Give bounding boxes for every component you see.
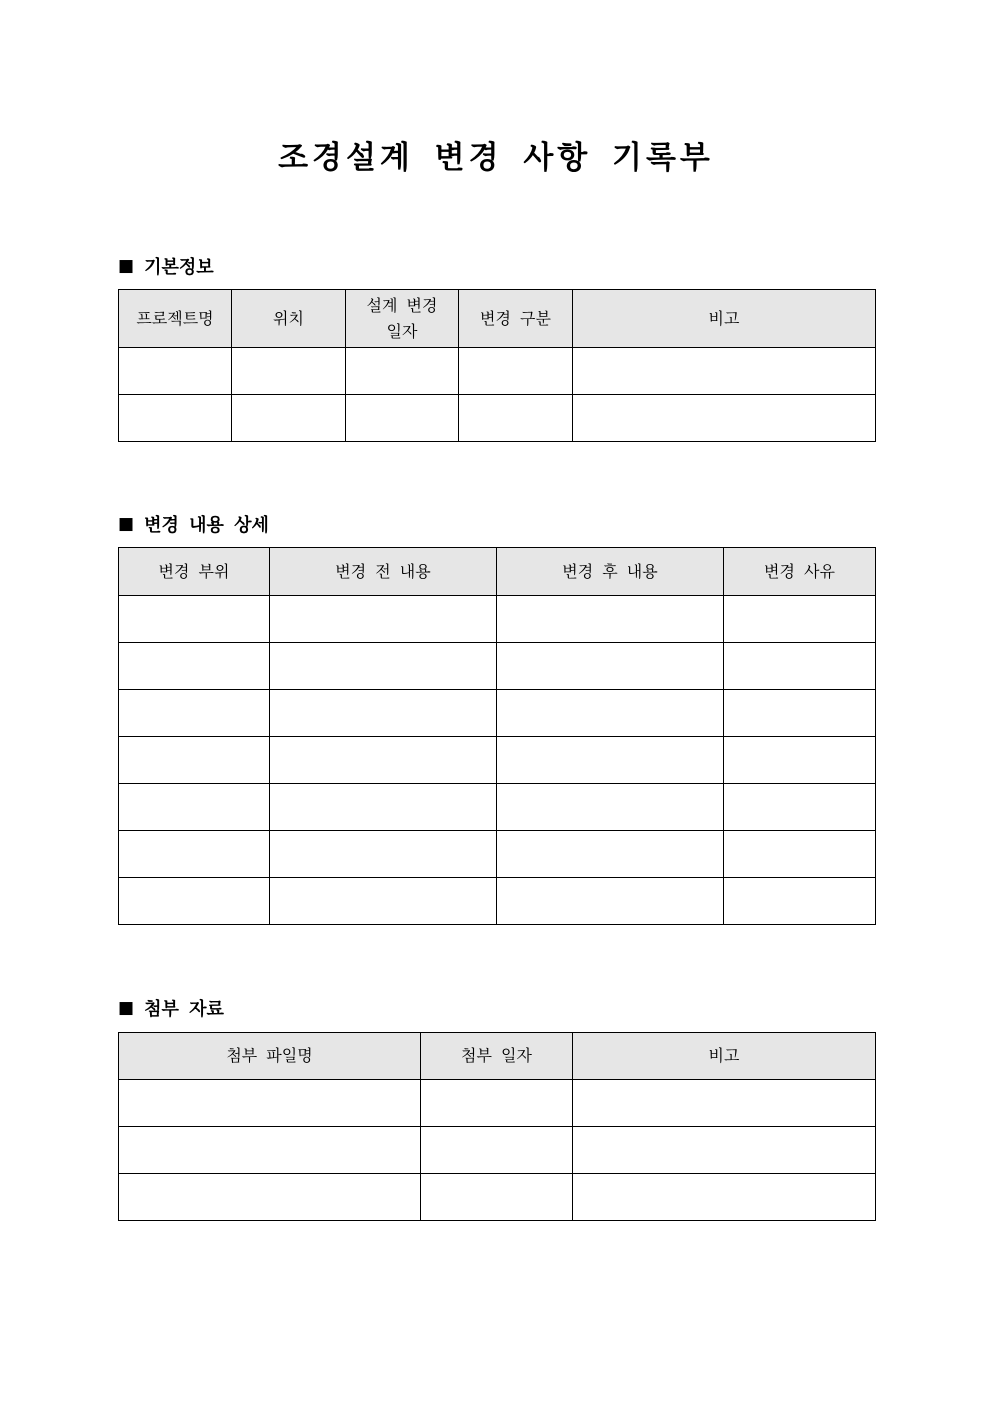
table-cell[interactable] <box>497 737 724 784</box>
square-bullet-icon: ■ <box>118 256 135 276</box>
table-cell[interactable] <box>270 784 497 831</box>
square-bullet-icon: ■ <box>118 514 135 534</box>
table-cell[interactable] <box>119 1127 421 1174</box>
table-cell[interactable] <box>724 831 876 878</box>
table-cell[interactable] <box>232 395 346 442</box>
table-cell[interactable] <box>119 1174 421 1221</box>
table-cell[interactable] <box>724 737 876 784</box>
table-row <box>119 348 876 395</box>
table-cell[interactable] <box>724 643 876 690</box>
header-change-type: 변경 구분 <box>459 290 573 348</box>
table-cell[interactable] <box>119 596 270 643</box>
table-header-row <box>119 548 876 596</box>
page-title: 조경설계 변경 사항 기록부 <box>278 140 714 176</box>
section-label: 첨부 자료 <box>144 999 224 1020</box>
table-cell[interactable] <box>573 395 876 442</box>
table-cell[interactable] <box>497 690 724 737</box>
header-attach-date: 첨부 일자 <box>421 1033 573 1080</box>
table-cell[interactable] <box>573 1080 876 1127</box>
table-cell[interactable] <box>724 784 876 831</box>
table-cell[interactable] <box>573 1127 876 1174</box>
header-location: 위치 <box>232 290 346 348</box>
header-change-date: 설계 변경 일자 <box>346 290 459 348</box>
table-row <box>119 1080 876 1127</box>
table-row <box>119 596 876 643</box>
table-cell[interactable] <box>119 737 270 784</box>
table-cell[interactable] <box>119 831 270 878</box>
table-cell[interactable] <box>497 831 724 878</box>
section-heading-basic <box>118 253 214 279</box>
table-row <box>119 737 876 784</box>
header-before-content: 변경 전 내용 <box>270 548 497 596</box>
header-change-part: 변경 부위 <box>119 548 270 596</box>
header-remarks: 비고 <box>573 290 876 348</box>
table-row <box>119 395 876 442</box>
table-cell[interactable] <box>497 596 724 643</box>
table-cell[interactable] <box>270 737 497 784</box>
table-cell[interactable] <box>497 784 724 831</box>
header-after-content: 변경 후 내용 <box>497 548 724 596</box>
table-cell[interactable] <box>119 348 232 395</box>
table-cell[interactable] <box>270 831 497 878</box>
table-cell[interactable] <box>497 878 724 925</box>
table-cell[interactable] <box>119 395 232 442</box>
table-row <box>119 1174 876 1221</box>
table-cell[interactable] <box>270 878 497 925</box>
table-cell[interactable] <box>421 1127 573 1174</box>
attachments-table <box>118 1032 876 1221</box>
table-cell[interactable] <box>497 643 724 690</box>
header-project-name: 프로젝트명 <box>119 290 232 348</box>
section-label: 변경 내용 상세 <box>144 515 269 536</box>
table-cell[interactable] <box>724 596 876 643</box>
header-file-name: 첨부 파일명 <box>119 1033 421 1080</box>
section-label: 기본정보 <box>144 257 214 278</box>
table-cell[interactable] <box>724 690 876 737</box>
table-cell[interactable] <box>270 690 497 737</box>
table-cell[interactable] <box>573 1174 876 1221</box>
table-cell[interactable] <box>724 878 876 925</box>
table-cell[interactable] <box>459 395 573 442</box>
table-row <box>119 784 876 831</box>
change-details-table <box>118 547 876 925</box>
section-heading-attachments <box>118 995 224 1021</box>
table-cell[interactable] <box>346 395 459 442</box>
table-row <box>119 1127 876 1174</box>
table-cell[interactable] <box>119 643 270 690</box>
table-header-row <box>119 290 876 348</box>
header-remarks: 비고 <box>573 1033 876 1080</box>
table-cell[interactable] <box>421 1174 573 1221</box>
header-change-reason: 변경 사유 <box>724 548 876 596</box>
table-cell[interactable] <box>119 690 270 737</box>
table-row <box>119 831 876 878</box>
table-cell[interactable] <box>119 878 270 925</box>
table-row <box>119 878 876 925</box>
table-cell[interactable] <box>270 596 497 643</box>
table-cell[interactable] <box>421 1080 573 1127</box>
table-cell[interactable] <box>270 643 497 690</box>
table-row <box>119 643 876 690</box>
basic-info-table <box>118 289 876 442</box>
table-cell[interactable] <box>232 348 346 395</box>
table-cell[interactable] <box>119 784 270 831</box>
table-cell[interactable] <box>459 348 573 395</box>
table-header-row <box>119 1033 876 1080</box>
section-heading-details <box>118 511 269 537</box>
table-cell[interactable] <box>119 1080 421 1127</box>
square-bullet-icon: ■ <box>118 998 135 1018</box>
table-cell[interactable] <box>346 348 459 395</box>
table-cell[interactable] <box>573 348 876 395</box>
table-row <box>119 690 876 737</box>
